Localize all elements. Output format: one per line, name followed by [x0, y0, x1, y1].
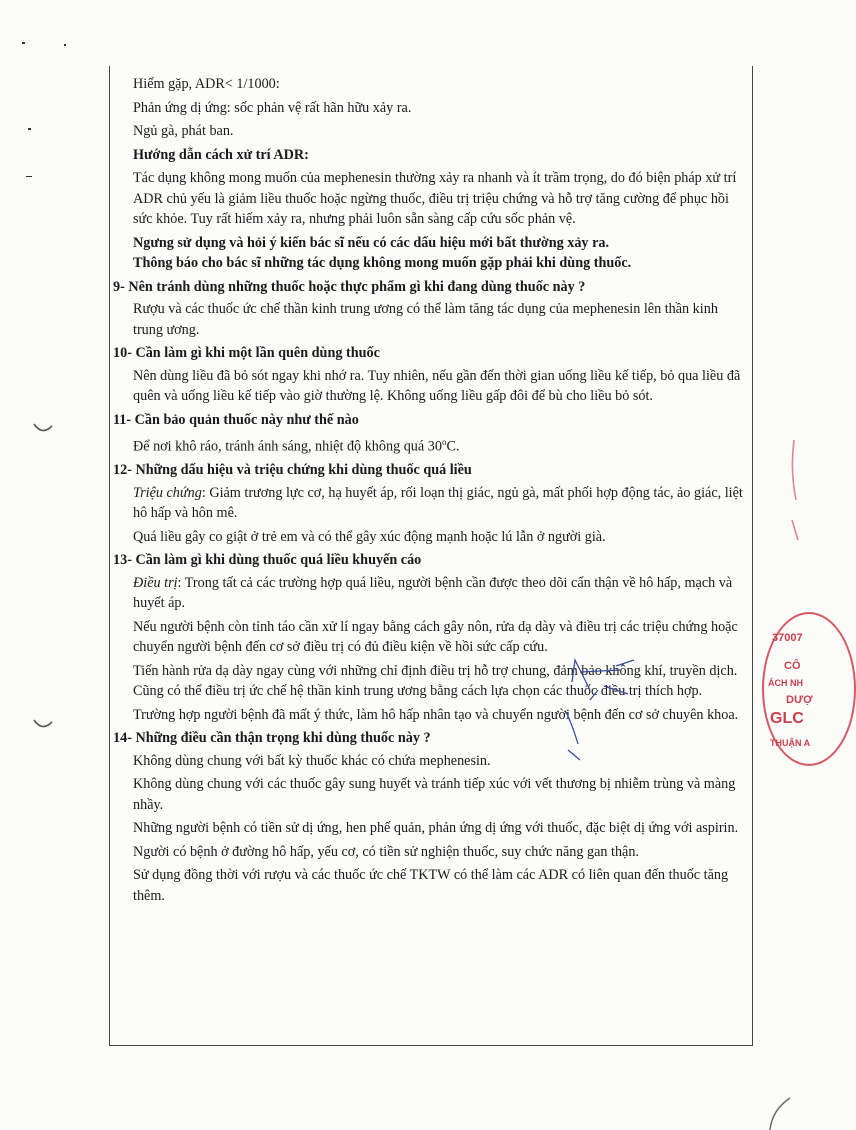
section-11-body [113, 432, 749, 457]
section-13-p3: Tiến hành rửa dạ dày ngay cùng với những chỉ định điều trị hỗ trợ chung, đảm bảo không khí, truyền dịch. Cũng có thể điều trị ức chế hệ thần kinh trung ương bằng cách lựa chọn các thuốc điều trị thích hợp. [133, 662, 738, 700]
section-10-body: Nên dùng liều đã bỏ sót ngay khi nhớ ra. Tuy nhiên, nếu gần đến thời gian uống liều kế tiếp, bỏ qua liều đã quên và uống liều kế tiếp vào giờ thường lệ. Không uống liều gấp đôi để bù cho liều bỏ sót. [133, 367, 741, 404]
storage-unit: C. [446, 438, 460, 455]
treatment-body: : Trong tất cả các trường hợp quá liều, người bệnh cần được theo dõi cẩn thận về hô hấp, mạch và huyết áp. [133, 574, 733, 612]
section-14-p3: Những người bệnh có tiền sử dị ứng, hen phế quản, phản ứng dị ứng với thuốc, đặc biệt dị ứng với aspirin. [133, 820, 739, 837]
scan-speck [26, 176, 32, 177]
adr-heading: Hướng dẫn cách xử trí ADR: [133, 146, 309, 163]
page-corner-mark [770, 1098, 790, 1130]
punch-hole-mark [34, 424, 52, 431]
treatment-label: Điều trị [133, 574, 178, 591]
section-14-p1: Không dùng chung với bất kỳ thuốc khác có chứa mephenesin. [133, 752, 491, 769]
section-9-heading: 9- Nên tránh dùng những thuốc hoặc thực phẩm gì khi đang dùng thuốc này ? [113, 278, 586, 295]
adr-body: Tác dụng không mong muốn của mephenesin thường xảy ra nhanh và ít trầm trọng, do đó biện pháp xử trí ADR chủ yếu là giảm liều thuốc hoặc ngừng thuốc, điều trị triệu chứng và hỗ trợ tăng cường để phục hồi sức khỏe. Tuy rất hiếm xảy ra, nhưng phải luôn sẵn sàng cấp cứu sốc phản vệ. [133, 170, 737, 227]
stamp-line-5: GLC [770, 710, 804, 727]
rare-line: Hiếm gặp, ADR< 1/1000: [133, 76, 280, 92]
stamp-line-4: DƯỢ [786, 694, 813, 706]
section-14-p5: Sử dụng đồng thời với rượu và các thuốc ức chế TKTW có thể làm các ADR có liên quan đến thuốc tăng thêm. [133, 867, 729, 904]
scan-speck [28, 128, 31, 130]
scan-speck [22, 42, 25, 44]
symptom-body: : Giảm trương lực cơ, hạ huyết áp, rối loạn thị giác, ngủ gà, mất phối hợp động tác, ảo giác, liệt hô hấp và hôn mê. [133, 484, 743, 522]
section-12-heading: 12- Những dấu hiệu và triệu chứng khi dùng thuốc quá liều [113, 462, 472, 479]
section-9-body: Rượu và các thuốc ức chế thần kinh trung ương có thể làm tăng tác dụng của mephenesin lên thần kinh trung ương. [133, 301, 718, 338]
drowsy-line: Ngủ gà, phát ban. [133, 123, 234, 139]
company-stamp [762, 612, 856, 766]
section-13-p2: Nếu người bệnh còn tỉnh táo cần xử lí ngay bằng cách gây nôn, rửa dạ dày và điều trị các triệu chứng hoặc chuyển người bệnh đến cơ sở điều trị có đủ điều kiện về hồi sức cấp cứu. [133, 618, 738, 656]
stamp-line-3: ÁCH NH [768, 678, 803, 688]
stamp-line-6: THUẬN A [770, 738, 811, 748]
punch-hole-mark [34, 720, 52, 727]
section-13-heading: 13- Cần làm gì khi dùng thuốc quá liều khuyến cáo [113, 552, 422, 569]
section-11-heading: 11- Cần bảo quản thuốc này như thế nào [113, 411, 359, 428]
stamp-line-1: 37007 [772, 632, 803, 644]
section-12-symptoms [113, 483, 749, 524]
scan-speck [64, 44, 66, 46]
red-edge-mark [792, 440, 798, 540]
symptom-label: Triệu chứng [133, 484, 202, 501]
degree-sign: o [441, 437, 447, 447]
section-14-heading: 14- Những điều cần thận trọng khi dùng thuốc này ? [113, 730, 431, 747]
section-10-heading: 10- Cần làm gì khi một lần quên dùng thuốc [113, 345, 380, 361]
adr-note-stop: Ngưng sử dụng và hỏi ý kiến bác sĩ nếu có các dấu hiệu mới bất thường xảy ra. [133, 234, 610, 251]
section-13-p4: Trường hợp người bệnh đã mất ý thức, làm hô hấp nhân tạo và chuyển người bệnh đến cơ sở chuyên khoa. [133, 706, 739, 723]
leaflet-body [113, 74, 749, 909]
section-14-p4: Người có bệnh ở đường hô hấp, yếu cơ, có tiền sử nghiện thuốc, suy chức năng gan thận. [133, 843, 639, 860]
section-14-p2: Không dùng chung với các thuốc gây sung huyết và tránh tiếp xúc với vết thương bị nhiễm trùng và màng nhầy. [133, 776, 736, 813]
adr-note-report: Thông báo cho bác sĩ những tác dụng không mong muốn gặp phải khi dùng thuốc. [133, 255, 632, 271]
allergy-line: Phản ứng dị ứng: sốc phản vệ rất hãn hữu xảy ra. [133, 99, 412, 116]
storage-text: Để nơi khô ráo, tránh ánh sáng, nhiệt độ không quá 30 [133, 438, 442, 455]
section-12-body2: Quá liều gây co giật ở trẻ em và có thể gây xúc động mạnh hoặc lú lẫn ở người già. [133, 528, 606, 545]
stamp-line-2: CÔ [784, 660, 801, 672]
section-13-treatment [113, 573, 749, 614]
